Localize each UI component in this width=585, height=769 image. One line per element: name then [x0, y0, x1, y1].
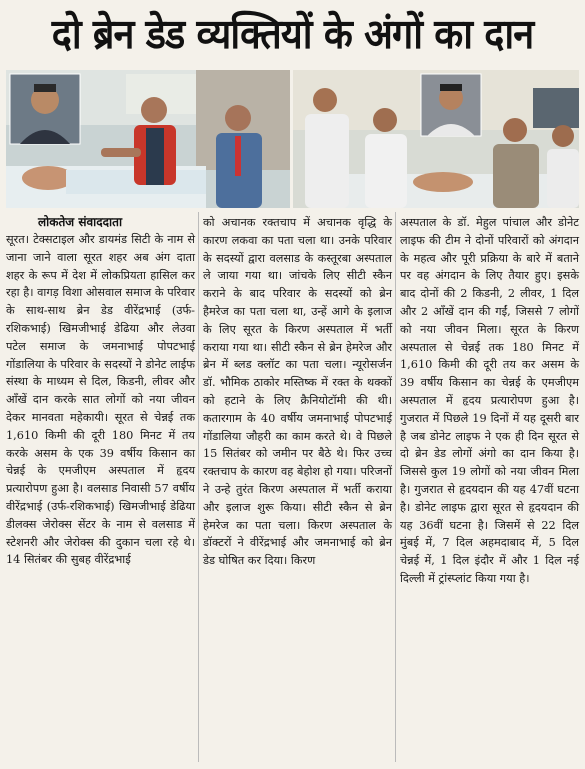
article-column-2: को अचानक रक्तचाप में अचानक वृद्धि के कारण लकवा का पता चला था। उनके परिवार के सदस्यों द्वारा वलसाड के कस्तूरबा अस्पताल ले जाया गया था। जांचके लिए सीटी स्कैन कराने के बाद परिवार के सदस्यों को ब्रेन हैमरेज का पता चला था, उन्हें आगे के इलाज के लिए सूरत के किरण अस्पताल में भर्ती कराया गया था। सीटी स्कैन से ब्रेन हेमरेज और ब्रेन में ब्लड क्लॉट का पता चला। न्यूरोसर्जन डॉ. भौमिक ठाकोर मस्तिष्क में रक्त के थक्कों को हटाने के लिए क्रैनियोटॉमी की थी। कतारगाम के 40 वर्षीय जमनाभाई पोपटभाई गोंडालिया जौहरी का काम करते थे। वे पिछले 15 सितंबर को जमीन पर बैठे थे। फिर उच्च रक्तचाप के कारण वह बेहोश हो गया। परिजनों ने उन्हे तुरंत किरण अस्पताल में भर्ती कराया और इलाज शुरू किया। सीटी स्कैन से ब्रेन हेमरेज का पता चला। किरण अस्पताल के डॉक्टरों ने वीरेंद्रभाई और जमनाभाई को ब्रेन डेड घोषित कर दिया। किरण	[203, 216, 392, 568]
article-column-1: सूरत। टेक्सटाइल और डायमंड सिटी के नाम से जाना जाने वाला सूरत शहर अब अंग दाता शहर के रूप में देश में लोकप्रियता हासिल कर रहा है। वागड़ विशा ओसवाल समाज के परिवार के साथ-साथ ब्रेन डेड वीरेंद्रभाई (उर्फ-रशिकभाई) खिमजीभाई डेढिया और लेउवा पटेल समाज के जमनाभाई पोपटभाई गोंडालिया के परिवार के सदस्यों ने डोनेट लाईफ संस्था के माध्यम से दिल, किडनी, लीवर और आँखें दान करके सात लोगों को नया जीवन देकर मानवता महेकायी। सूरत से चेन्नई तक 1,610 किमी की दूरी 180 मिनट में तय करके असम के एक 39 वर्षीय किसान का चेन्नई के एमजीएम अस्पताल में हृदय प्रत्यारोपण हुआ है। वलसाड निवासी 57 वर्षीय वीरेंद्रभाई (उर्फ-रशिकभाई) खिमजीभाई डेढिया डीलक्स जेरोक्स सेंटर के नाम से वलसाड में स्टेशनरी और जेरोक्स की दुकान चला रहे थे। 14 सितंबर की सुबह वीरेंद्रभाई	[6, 233, 195, 567]
column-divider	[395, 212, 396, 762]
byline: लोकतेज संवाददाता	[38, 215, 123, 229]
headline: दो ब्रेन डेड व्यक्तियों के अंगों का दान	[51, 10, 534, 58]
column-divider	[198, 212, 199, 762]
hospital-photo-right	[293, 70, 579, 208]
article-column-3: अस्पताल के डॉ. मेहुल पांचाल और डोनेट लाइफ की टीम ने दोनों परिवारों को अंगदान के महत्व और पूरी प्रक्रिया के बारे में बताने पर वह अंगदान के लिए तैयार हुए। इसके बाद दोनों की 2 किडनी, 2 लीवर, 1 दिल और 2 आँखें दान की गईं, जिससे 7 लोगों को नया जीवन मिला। सूरत के किरण अस्पताल से चेन्नई तक 180 मिनट में 1,610 किमी की दूरी तय कर असम के 39 वर्षीय किसान का चेन्नई के एमजीएम अस्पताल में हृदय प्रत्यारोपण हुआ है। गुजरात में पिछले 19 दिनों में यह दूसरी बार है जब डोनेट लाइफ ने एक ही दिन सूरत से दो ब्रेन डेड लोगों अंगो का दान किया है। जिससे कुल 19 लोगों को नया जीवन मिला है। गुजरात से हृदयदान की यह 47वीं घटना है। डोनेट लाइफ द्वारा सूरत से हृदयदान की यह 36वीं घटना है। जिसमें से 22 दिल मुंबई में, 7 दिल अहमदाबाद में, 5 दिल चेन्नई में, 1 दिल इंदौर में और 1 दिल नई दिल्ली में ट्रांस्प्लांट किया गया है।	[400, 216, 579, 585]
hospital-photo-left	[6, 70, 290, 208]
